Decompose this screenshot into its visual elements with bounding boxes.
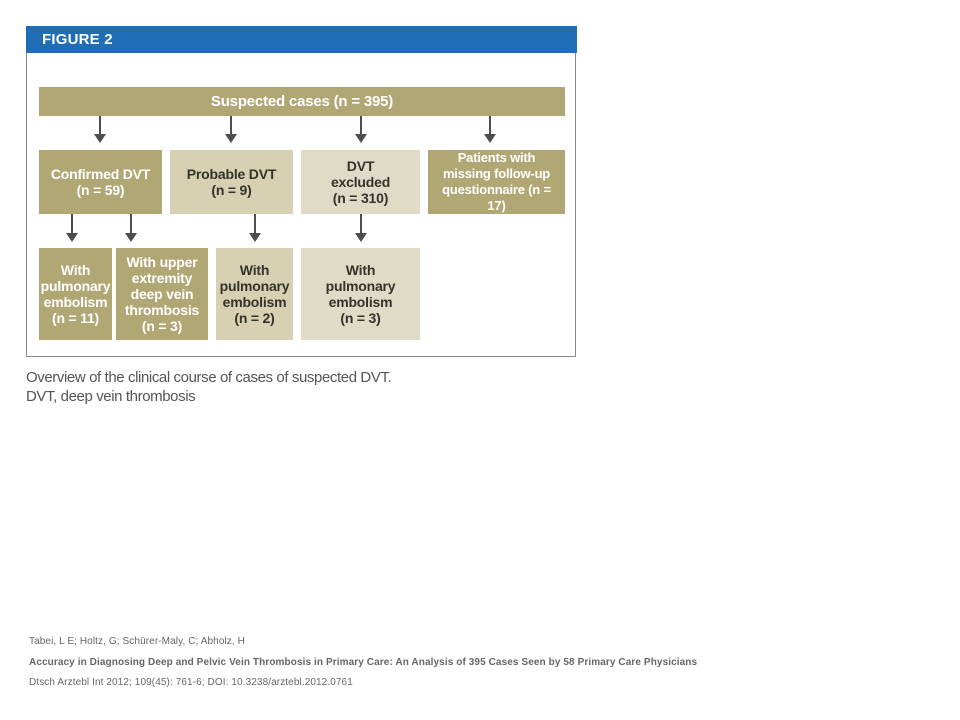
arrow-down-icon — [355, 214, 367, 242]
flow-box-suspected-cases — [39, 87, 565, 116]
arrow-down-icon — [484, 116, 496, 143]
flow-box-confirmed-dvt — [39, 150, 162, 214]
flow-box-label: Probable DVT (n = 9) — [186, 166, 277, 198]
citation-authors: Tabei, L E; Holtz, G; Schürer-Maly, C; Abholz, H — [29, 636, 245, 647]
arrow-down-icon — [66, 214, 78, 242]
flow-box-label: DVT excluded (n = 310) — [330, 158, 391, 206]
arrow-down-icon — [94, 116, 106, 143]
arrow-down-icon — [225, 116, 237, 143]
flow-box-confirmed-pe — [39, 248, 112, 340]
citation-title: Accuracy in Diagnosing Deep and Pelvic Vein Thrombosis in Primary Care: An Analysis of 395 Cases Seen by 58 Primary Care Physicians — [29, 657, 698, 668]
arrow-down-icon — [249, 214, 261, 242]
flow-box-upper-extremity-dvt — [116, 248, 208, 340]
figure-label: FIGURE 2 — [26, 26, 577, 53]
figure-caption-abbreviation: DVT, deep vein thrombosis — [26, 388, 196, 405]
arrow-down-icon — [125, 214, 137, 242]
flow-box-label: With pulmonary embolism (n = 11) — [40, 262, 111, 326]
flow-box-missing-follow-up — [428, 150, 565, 214]
flow-box-label: With pulmonary embolism (n = 2) — [219, 262, 290, 326]
flow-box-probable-pe — [216, 248, 293, 340]
flow-box-probable-dvt — [170, 150, 293, 214]
flow-box-excluded-pe — [301, 248, 420, 340]
flow-box-label: With upper extremity deep vein thrombosis (n = 3) — [124, 254, 200, 334]
flow-box-dvt-excluded — [301, 150, 420, 214]
citation-source: Dtsch Arztebl Int 2012; 109(45): 761-6; DOI: 10.3238/arztebl.2012.0761 — [29, 677, 353, 688]
flow-box-label: Patients with missing follow-up questionnaire (n = 17) — [442, 150, 551, 213]
figure-caption: Overview of the clinical course of cases of suspected DVT. — [26, 369, 392, 386]
flow-box-label: With pulmonary embolism (n = 3) — [325, 262, 396, 326]
flow-box-label: Suspected cases (n = 395) — [210, 92, 394, 110]
arrow-down-icon — [355, 116, 367, 143]
flow-box-label: Confirmed DVT (n = 59) — [50, 166, 151, 198]
